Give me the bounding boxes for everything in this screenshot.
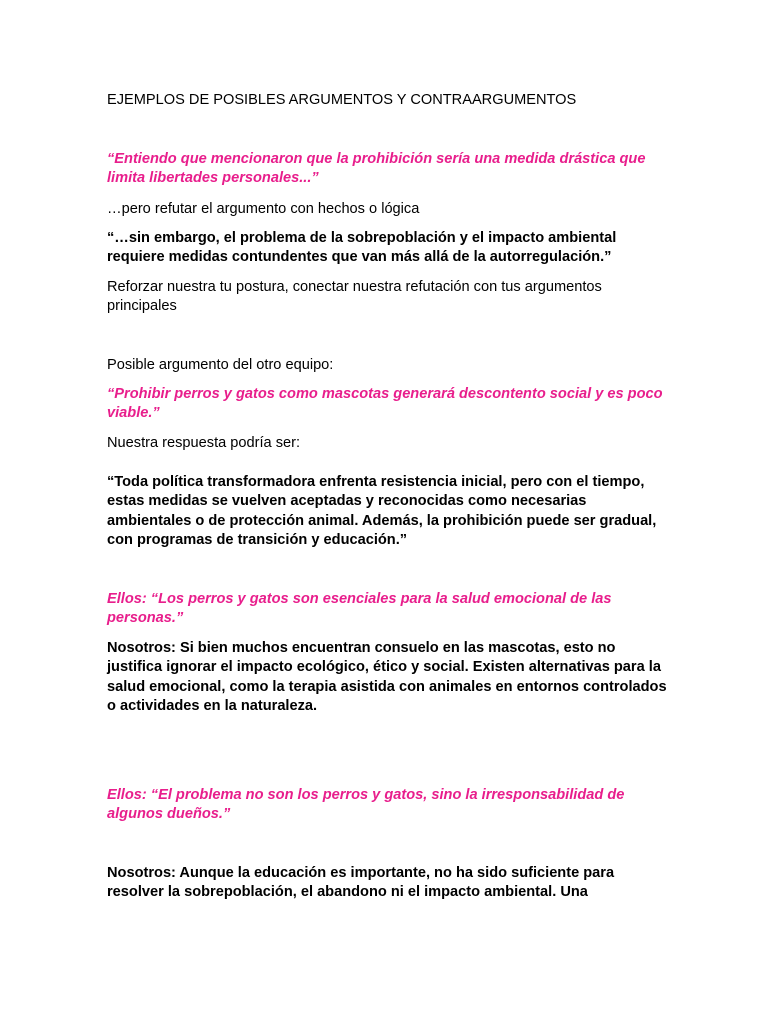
opponent-argument-3: Ellos: “Los perros y gatos son esenciales para la salud emocional de las personas.” — [107, 591, 612, 627]
possible-argument-label: Posible argumento del otro equipo: — [107, 357, 334, 373]
response-paragraph: “Toda política transformadora enfrenta resistencia inicial, pero con el tiempo, estas medidas se vuelven aceptadas y reconocidas como necesarias ambientales o de protección animal. Además, la prohibición puede ser gradual, con programas de transición y educación.” — [107, 474, 657, 549]
document-title: EJEMPLOS DE POSIBLES ARGUMENTOS Y CONTRAARGUMENTOS — [107, 92, 577, 108]
our-response-3: Nosotros: Si bien muchos encuentran consuelo en las mascotas, esto no justifica ignorar el impacto ecológico, ético y social. Existen alternativas para la salud emocional, como la terapia asistida con animales en entornos controlados o actividades en la naturaleza. — [107, 640, 667, 715]
opponent-argument-quote: “Entiendo que mencionaron que la prohibición sería una medida drástica que limita libertades personales...” — [107, 151, 646, 187]
opponent-argument-2: “Prohibir perros y gatos como mascotas generará descontento social y es poco viable.” — [107, 386, 663, 422]
reinforce-instruction: Reforzar nuestra tu postura, conectar nuestra refutación con tus argumentos principales — [107, 279, 602, 315]
opponent-argument-4: Ellos: “El problema no son los perros y gatos, sino la irresponsabilidad de algunos dueños.” — [107, 787, 625, 823]
refutation-instruction: …pero refutar el argumento con hechos o lógica — [107, 201, 420, 217]
refutation-quote: “…sin embargo, el problema de la sobrepoblación y el impacto ambiental requiere medidas contundentes que van más allá de la autorregulación.” — [107, 230, 617, 266]
response-label: Nuestra respuesta podría ser: — [107, 435, 301, 451]
our-response-4: Nosotros: Aunque la educación es importante, no ha sido suficiente para resolver la sobrepoblación, el abandono ni el impacto ambiental. Una — [107, 865, 615, 901]
